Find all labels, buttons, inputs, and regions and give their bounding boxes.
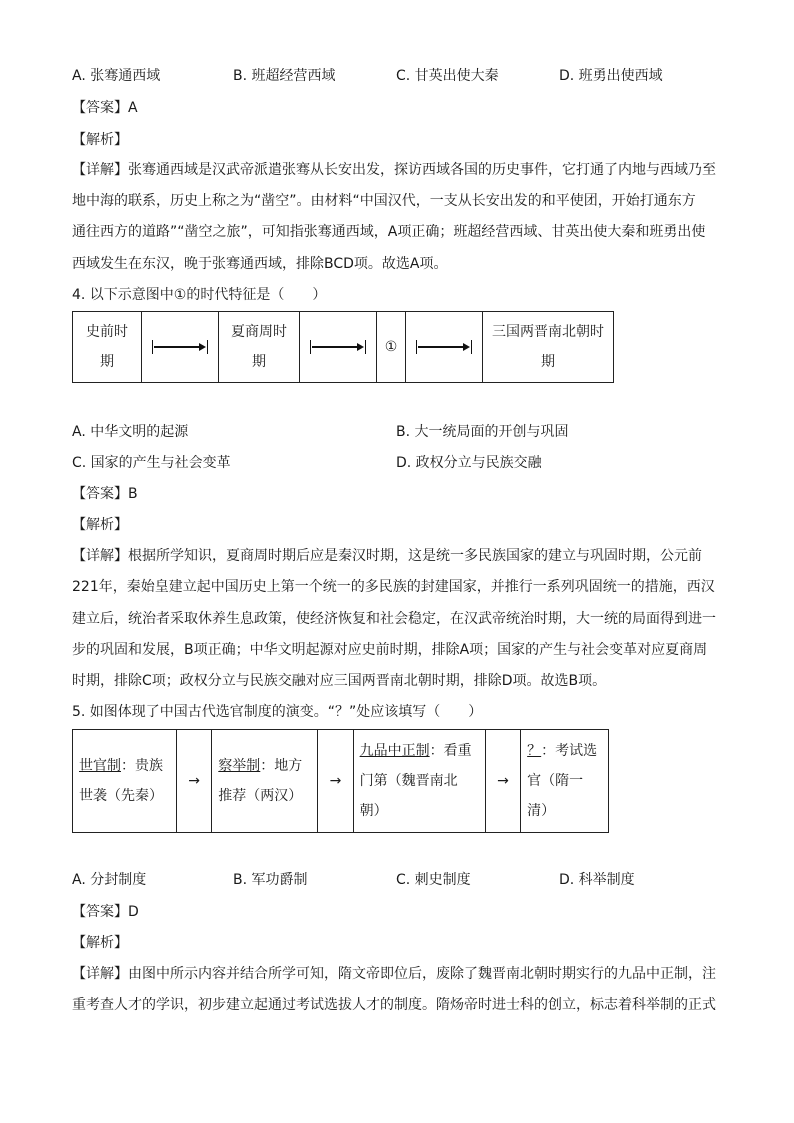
q5-arrow: → <box>318 730 353 833</box>
right-arrow-icon <box>152 340 208 354</box>
q3-option-a: A. 张骞通西域 <box>72 68 161 84</box>
q5-option-d: D. 科举制度 <box>559 872 635 888</box>
q4-cell-xia-shang-zhou: 夏商周时 期 <box>219 312 300 383</box>
q4-detail-line: 时期，排除C项；政权分立与民族交融对应三国两晋南北朝时期，排除D项。故选B项。 <box>72 673 607 689</box>
q3-option-b: B. 班超经营西域 <box>233 68 336 84</box>
q3-option-d: D. 班勇出使西域 <box>559 68 663 84</box>
q4-detail-line: 步的巩固和发展，B项正确；中华文明起源对应史前时期，排除A项；国家的产生与社会变革对应夏商周 <box>72 642 708 658</box>
q5-detail-line: 重考查人才的学识，初步建立起通过考试选拔人才的制度。隋炀帝时进士科的创立，标志着科举制的正式 <box>72 997 716 1013</box>
q3-detail-line: 地中海的联系，历史上称之为“凿空”。由材料“中国汉代，一支从长安出发的和平使团，开始打通东方 <box>72 193 696 209</box>
q5-option-b: B. 军功爵制 <box>233 872 308 888</box>
q5-arrow: → <box>485 730 520 833</box>
q4-analysis-label: 【解析】 <box>72 517 128 533</box>
right-arrow-icon <box>416 340 472 354</box>
q5-arrow: → <box>176 730 211 833</box>
q4-answer: 【答案】B <box>72 486 138 502</box>
q4-detail-line: 建立后，统治者采取休养生息政策，使经济恢复和社会稳定，在汉武帝统治时期，大一统的局面得到进一 <box>72 611 716 627</box>
q5-box-chaju: 察举制：地方 推荐（两汉） <box>212 730 318 833</box>
q5-option-c: C. 刺史制度 <box>396 872 471 888</box>
q5-box-jiupin: 九品中正制：看重 门第（魏晋南北 朝） <box>353 730 485 833</box>
q4-detail-line: 221年，秦始皇建立起中国历史上第一个统一的多民族的封建国家，并推行一系列巩固统一的措施，西汉 <box>72 579 715 595</box>
q4-arrow-cell <box>406 312 483 383</box>
q4-cell-prehistoric: 史前时 期 <box>73 312 142 383</box>
q4-option-d: D. 政权分立与民族交融 <box>396 455 542 471</box>
q4-cell-blank: ① <box>377 312 406 383</box>
q4-arrow-cell <box>300 312 377 383</box>
q3-answer: 【答案】A <box>72 100 138 116</box>
q4-cell-three-kingdoms: 三国两晋南北朝时 期 <box>483 312 614 383</box>
q4-option-a: A. 中华文明的起源 <box>72 424 189 440</box>
q5-option-a: A. 分封制度 <box>72 872 147 888</box>
right-arrow-icon <box>310 340 366 354</box>
q4-detail-line: 【详解】根据所学知识，夏商周时期后应是秦汉时期，这是统一多民族国家的建立与巩固时期，公元前 <box>72 548 702 564</box>
q5-stem: 5. 如图体现了中国古代选官制度的演变。“？”处应该填写（ ） <box>72 704 483 720</box>
q5-answer: 【答案】D <box>72 904 139 920</box>
q3-analysis-label: 【解析】 <box>72 132 128 148</box>
q5-analysis-label: 【解析】 <box>72 935 128 951</box>
q3-detail-line: 西域发生在东汉，晚于张骞通西域，排除BCD项。故选A项。 <box>72 256 448 272</box>
q3-option-c: C. 甘英出使大秦 <box>396 68 499 84</box>
q5-detail-line: 【详解】由图中所示内容并结合所学可知，隋文帝即位后，废除了魏晋南北朝时期实行的九品中正制，注 <box>72 966 716 982</box>
q4-arrow-cell <box>142 312 219 383</box>
q5-box-unknown: ？：考试选 官（隋一 清） <box>521 730 609 833</box>
q3-detail-line: 【详解】张骞通西域是汉武帝派遣张骞从长安出发，探访西域各国的历史事件，它打通了内地与西域乃至 <box>72 162 716 178</box>
q4-option-c: C. 国家的产生与社会变革 <box>72 455 231 471</box>
q4-option-b: B. 大一统局面的开创与巩固 <box>396 424 569 440</box>
q5-flow-diagram <box>72 729 609 833</box>
q4-timeline-diagram <box>72 311 614 383</box>
q4-stem: 4. 以下示意图中①的时代特征是（ ） <box>72 287 327 303</box>
q5-box-shiguan: 世官制：贵族 世袭（先秦） <box>73 730 177 833</box>
q3-detail-line: 通往西方的道路”“凿空之旅”，可知指张骞通西域，A项正确；班超经营西域、甘英出使大秦和班勇出使 <box>72 224 706 240</box>
